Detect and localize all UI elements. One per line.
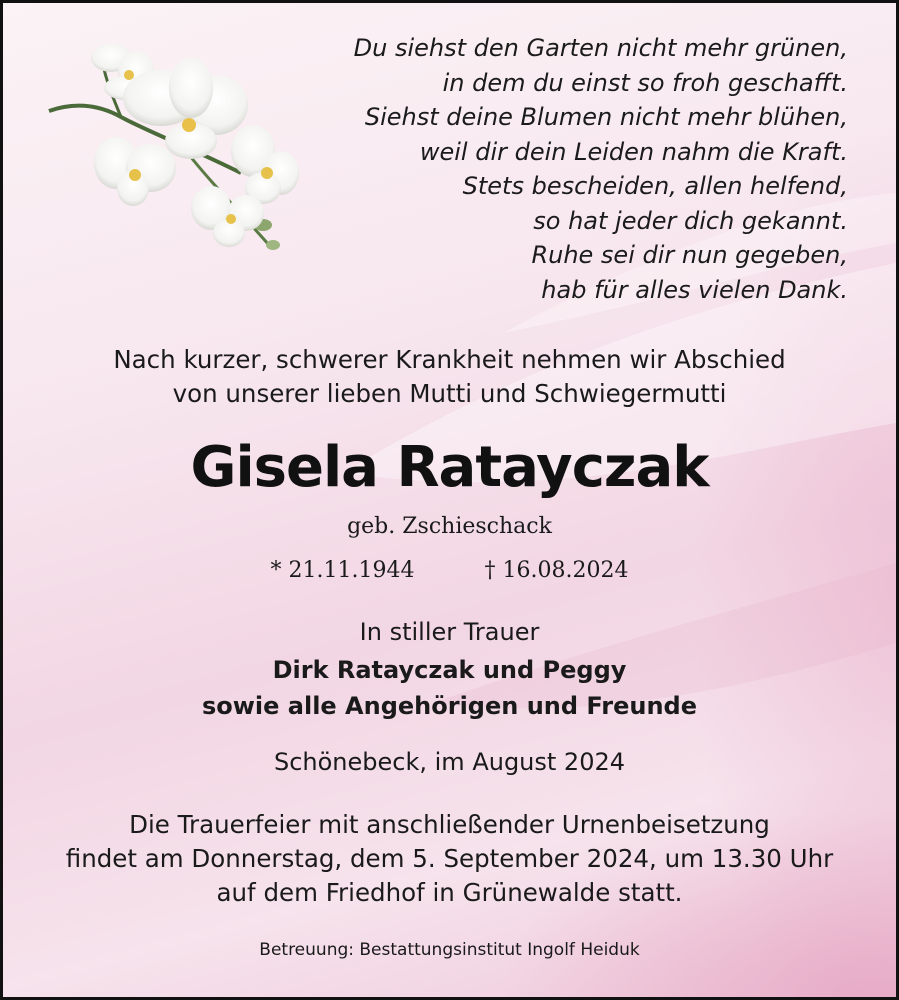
place-and-date: Schönebeck, im August 2024 [273,748,626,776]
poem-line: Stets bescheiden, allen helfend, [462,172,848,200]
deceased-name: Gisela Ratayczak [190,435,709,500]
life-dates [3,556,896,586]
poem-line: so hat jeder dich gekannt. [533,206,848,235]
ceremony-line-2: findet am Donnerstag, dem 5. September 2024, um 13.30 Uhr [65,844,834,873]
ceremony-details [3,808,896,910]
intro-line-2: von unserer lieben Mutti und Schwiegermutti [172,379,727,408]
poem-line: weil dir dein Leiden nahm die Kraft. [419,137,848,166]
ceremony-line-3: auf dem Friedhof in Grünewalde statt. [216,878,683,907]
mourners-line-2: sowie alle Angehörigen und Freunde [201,692,698,720]
poem-line: Du siehst den Garten nicht mehr grünen, [353,34,848,62]
poem-line: Siehst deine Blumen nicht mehr blühen, [364,103,848,131]
birth-date: * 21.11.1944 [270,558,415,583]
poem-line: hab für alles vielen Dank. [541,275,848,304]
poem-line: in dem du einst so froh geschafft. [442,68,848,97]
mourners-line-1: Dirk Ratayczak und Peggy [272,656,627,684]
poem-line: Ruhe sei dir nun gegeben, [531,241,848,269]
mourners-list [3,652,896,724]
orchid-image [41,33,311,263]
funeral-home-credit: Betreuung: Bestattungsinstitut Ingolf Heiduk [259,940,640,960]
death-date: † 16.08.2024 [484,558,629,583]
poem [288,31,848,307]
ceremony-line-1: Die Trauerfeier mit anschließender Urnenbeisetzung [129,810,770,839]
birth-name: geb. Zschieschack [347,514,552,539]
announcement-intro [3,343,896,411]
mourning-intro: In stiller Trauer [359,618,540,646]
intro-line-1: Nach kurzer, schwerer Krankheit nehmen wir Abschied [113,345,786,374]
